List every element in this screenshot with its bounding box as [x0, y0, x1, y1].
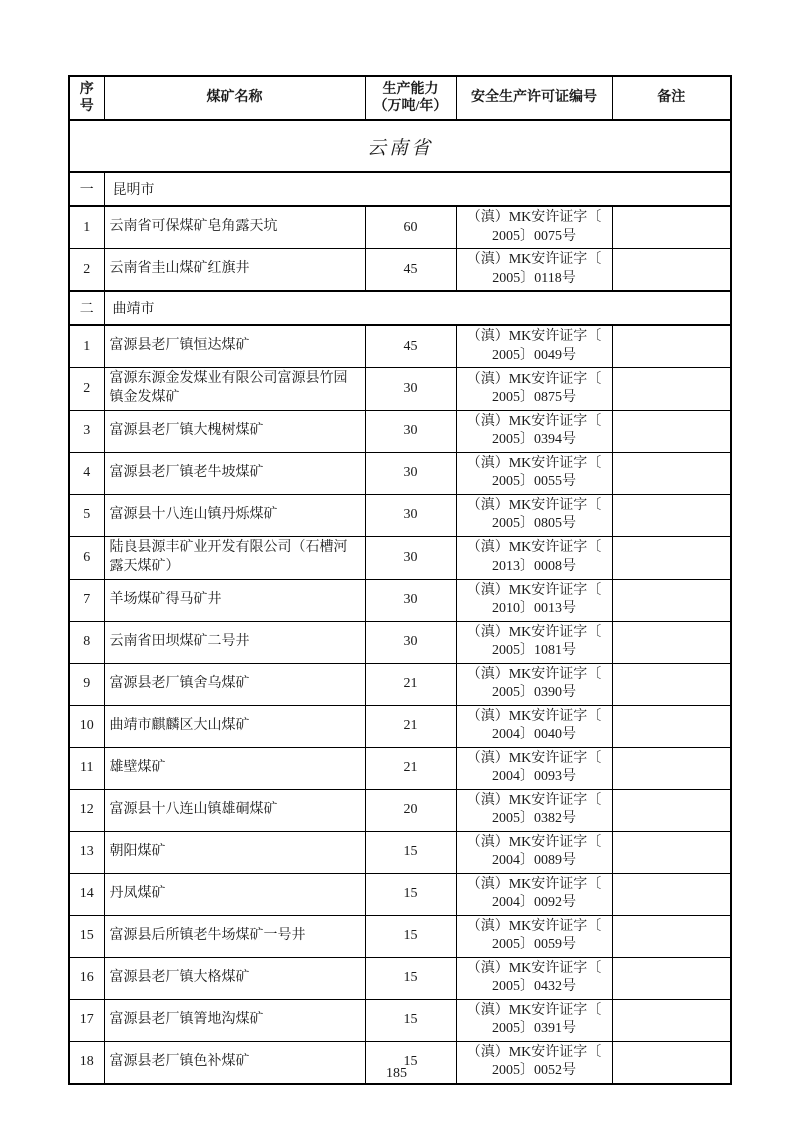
license-line2: 2005〕0875号 — [492, 389, 576, 405]
license-line1: （滇）MK安许证字〔 — [466, 666, 602, 682]
cell-license-number — [456, 452, 612, 494]
header-serial-number: 序号 — [69, 76, 104, 120]
cell-serial-number: 12 — [69, 789, 104, 831]
license-line2: 2005〕1081号 — [492, 643, 576, 659]
table-row — [69, 705, 731, 747]
license-line1: （滇）MK安许证字〔 — [466, 1002, 602, 1018]
city-section-row — [69, 172, 731, 206]
cell-mine-name: 富源县老厂镇老牛坡煤矿 — [104, 452, 365, 494]
cell-mine-name: 丹凤煤矿 — [104, 873, 365, 915]
mine-table-body — [69, 120, 731, 1084]
cell-serial-number: 17 — [69, 999, 104, 1041]
cell-license-number — [456, 663, 612, 705]
license-line1: （滇）MK安许证字〔 — [466, 624, 602, 640]
cell-capacity: 15 — [365, 915, 456, 957]
table-row — [69, 915, 731, 957]
header-capacity-line2: （万吨/年） — [373, 99, 448, 114]
table-row — [69, 579, 731, 621]
cell-capacity: 15 — [365, 873, 456, 915]
license-line1: （滇）MK安许证字〔 — [466, 876, 602, 892]
cell-license-number — [456, 368, 612, 411]
cell-mine-name: 富源县老厂镇色补煤矿 — [104, 1041, 365, 1084]
cell-remark — [612, 452, 731, 494]
license-line1: （滇）MK安许证字〔 — [466, 456, 602, 472]
cell-license-number — [456, 579, 612, 621]
cell-remark — [612, 747, 731, 789]
section-city-name: 昆明市 — [104, 172, 731, 206]
cell-serial-number: 2 — [69, 249, 104, 292]
license-line2: 2005〕0059号 — [492, 937, 576, 953]
cell-license-number — [456, 831, 612, 873]
cell-remark — [612, 410, 731, 452]
cell-capacity: 15 — [365, 957, 456, 999]
cell-capacity: 60 — [365, 206, 456, 249]
cell-remark — [612, 494, 731, 536]
cell-remark — [612, 915, 731, 957]
cell-capacity: 21 — [365, 663, 456, 705]
coal-mine-table — [68, 75, 732, 1085]
cell-capacity: 30 — [365, 494, 456, 536]
cell-mine-name: 富源县老厂镇恒达煤矿 — [104, 325, 365, 368]
table-row — [69, 873, 731, 915]
cell-mine-name: 富源县十八连山镇丹烁煤矿 — [104, 494, 365, 536]
cell-remark — [612, 663, 731, 705]
license-line1: （滇）MK安许证字〔 — [466, 834, 602, 850]
cell-serial-number: 2 — [69, 368, 104, 411]
license-line2: 2005〕0390号 — [492, 685, 576, 701]
cell-mine-name: 陆良县源丰矿业开发有限公司（石槽河露天煤矿） — [104, 536, 365, 579]
cell-license-number — [456, 536, 612, 579]
license-line2: 2005〕0075号 — [492, 228, 576, 244]
cell-capacity: 21 — [365, 705, 456, 747]
license-line1: （滇）MK安许证字〔 — [466, 498, 602, 514]
table-row — [69, 410, 731, 452]
license-line2: 2005〕0805号 — [492, 516, 576, 532]
cell-serial-number: 15 — [69, 915, 104, 957]
cell-mine-name: 富源县老厂镇箐地沟煤矿 — [104, 999, 365, 1041]
cell-capacity: 30 — [365, 579, 456, 621]
license-line1: （滇）MK安许证字〔 — [466, 792, 602, 808]
cell-remark — [612, 957, 731, 999]
license-line2: 2010〕0013号 — [492, 601, 576, 617]
cell-capacity: 30 — [365, 536, 456, 579]
header-remark: 备注 — [612, 76, 731, 120]
header-capacity-line1: 生产能力 — [382, 81, 439, 97]
cell-serial-number: 8 — [69, 621, 104, 663]
cell-mine-name: 富源县老厂镇舍乌煤矿 — [104, 663, 365, 705]
cell-remark — [612, 705, 731, 747]
cell-license-number — [456, 494, 612, 536]
cell-serial-number: 1 — [69, 206, 104, 249]
cell-mine-name: 云南省可保煤矿皂角露天坑 — [104, 206, 365, 249]
cell-capacity: 15 — [365, 999, 456, 1041]
license-line2: 2005〕0049号 — [492, 347, 576, 363]
section-index: 二 — [69, 291, 104, 325]
cell-mine-name: 曲靖市麒麟区大山煤矿 — [104, 705, 365, 747]
cell-capacity: 45 — [365, 249, 456, 292]
cell-license-number — [456, 206, 612, 249]
cell-mine-name: 富源县老厂镇大槐树煤矿 — [104, 410, 365, 452]
cell-remark — [612, 789, 731, 831]
cell-license-number — [456, 747, 612, 789]
table-row — [69, 663, 731, 705]
cell-license-number — [456, 957, 612, 999]
cell-serial-number: 4 — [69, 452, 104, 494]
table-row — [69, 999, 731, 1041]
table-row — [69, 206, 731, 249]
cell-remark — [612, 368, 731, 411]
license-line2: 2005〕0391号 — [492, 1021, 576, 1037]
license-line1: （滇）MK安许证字〔 — [466, 329, 602, 345]
cell-license-number — [456, 410, 612, 452]
cell-serial-number: 10 — [69, 705, 104, 747]
table-row — [69, 494, 731, 536]
cell-license-number — [456, 621, 612, 663]
cell-remark — [612, 831, 731, 873]
cell-capacity: 15 — [365, 831, 456, 873]
license-line2: 2005〕0118号 — [492, 270, 576, 286]
table-row — [69, 831, 731, 873]
cell-mine-name: 富源东源金发煤业有限公司富源县竹园镇金发煤矿 — [104, 368, 365, 411]
cell-remark — [612, 325, 731, 368]
cell-serial-number: 14 — [69, 873, 104, 915]
license-line1: （滇）MK安许证字〔 — [466, 582, 602, 598]
cell-capacity: 20 — [365, 789, 456, 831]
table-header-row — [69, 76, 731, 120]
cell-serial-number: 3 — [69, 410, 104, 452]
cell-serial-number: 6 — [69, 536, 104, 579]
cell-remark — [612, 579, 731, 621]
cell-mine-name: 羊场煤矿得马矿井 — [104, 579, 365, 621]
cell-remark — [612, 536, 731, 579]
cell-serial-number: 18 — [69, 1041, 104, 1084]
cell-remark — [612, 999, 731, 1041]
table-row — [69, 621, 731, 663]
license-line2: 2004〕0093号 — [492, 769, 576, 785]
table-row — [69, 789, 731, 831]
city-section-row — [69, 291, 731, 325]
license-line1: （滇）MK安许证字〔 — [466, 540, 602, 556]
license-line1: （滇）MK安许证字〔 — [466, 414, 602, 430]
cell-mine-name: 富源县后所镇老牛场煤矿一号井 — [104, 915, 365, 957]
license-line2: 2005〕0432号 — [492, 979, 576, 995]
cell-capacity: 45 — [365, 325, 456, 368]
header-capacity — [365, 76, 456, 120]
license-line1: （滇）MK安许证字〔 — [466, 210, 602, 226]
license-line1: （滇）MK安许证字〔 — [466, 708, 602, 724]
section-index: 一 — [69, 172, 104, 206]
cell-capacity: 30 — [365, 621, 456, 663]
table-row — [69, 747, 731, 789]
cell-mine-name: 云南省圭山煤矿红旗井 — [104, 249, 365, 292]
cell-mine-name: 朝阳煤矿 — [104, 831, 365, 873]
cell-capacity: 15 — [365, 1041, 456, 1084]
cell-capacity: 30 — [365, 452, 456, 494]
license-line2: 2004〕0089号 — [492, 853, 576, 869]
table-row — [69, 249, 731, 292]
header-mine-name: 煤矿名称 — [104, 76, 365, 120]
cell-license-number — [456, 915, 612, 957]
cell-mine-name: 雄壁煤矿 — [104, 747, 365, 789]
license-line2: 2004〕0040号 — [492, 727, 576, 743]
table-row — [69, 325, 731, 368]
license-line1: （滇）MK安许证字〔 — [466, 371, 602, 387]
license-line2: 2005〕0052号 — [492, 1063, 576, 1079]
license-line1: （滇）MK安许证字〔 — [466, 750, 602, 766]
license-line2: 2004〕0092号 — [492, 895, 576, 911]
license-line1: （滇）MK安许证字〔 — [466, 1044, 602, 1060]
cell-license-number — [456, 999, 612, 1041]
license-line1: （滇）MK安许证字〔 — [466, 960, 602, 976]
cell-serial-number: 11 — [69, 747, 104, 789]
cell-capacity: 21 — [365, 747, 456, 789]
cell-capacity: 30 — [365, 410, 456, 452]
province-row — [69, 120, 731, 172]
cell-capacity: 30 — [365, 368, 456, 411]
cell-license-number — [456, 789, 612, 831]
cell-remark — [612, 206, 731, 249]
license-line2: 2005〕0055号 — [492, 474, 576, 490]
header-license-number: 安全生产许可证编号 — [456, 76, 612, 120]
cell-license-number — [456, 325, 612, 368]
table-row — [69, 452, 731, 494]
cell-remark — [612, 873, 731, 915]
cell-license-number — [456, 873, 612, 915]
cell-mine-name: 富源县老厂镇大格煤矿 — [104, 957, 365, 999]
cell-serial-number: 5 — [69, 494, 104, 536]
cell-serial-number: 16 — [69, 957, 104, 999]
cell-serial-number: 1 — [69, 325, 104, 368]
section-city-name: 曲靖市 — [104, 291, 731, 325]
license-line2: 2005〕0382号 — [492, 811, 576, 827]
cell-serial-number: 9 — [69, 663, 104, 705]
table-row — [69, 368, 731, 411]
cell-serial-number: 7 — [69, 579, 104, 621]
cell-serial-number: 13 — [69, 831, 104, 873]
license-line2: 2013〕0008号 — [492, 558, 576, 574]
cell-license-number — [456, 249, 612, 292]
cell-license-number — [456, 705, 612, 747]
cell-mine-name: 云南省田坝煤矿二号井 — [104, 621, 365, 663]
page-number: 185 — [386, 1066, 407, 1081]
table-row — [69, 957, 731, 999]
table-row — [69, 536, 731, 579]
cell-mine-name: 富源县十八连山镇雄硐煤矿 — [104, 789, 365, 831]
license-line1: （滇）MK安许证字〔 — [466, 918, 602, 934]
license-line2: 2005〕0394号 — [492, 432, 576, 448]
province-title: 云南省 — [69, 120, 731, 172]
cell-remark — [612, 621, 731, 663]
cell-remark — [612, 249, 731, 292]
license-line1: （滇）MK安许证字〔 — [466, 252, 602, 268]
